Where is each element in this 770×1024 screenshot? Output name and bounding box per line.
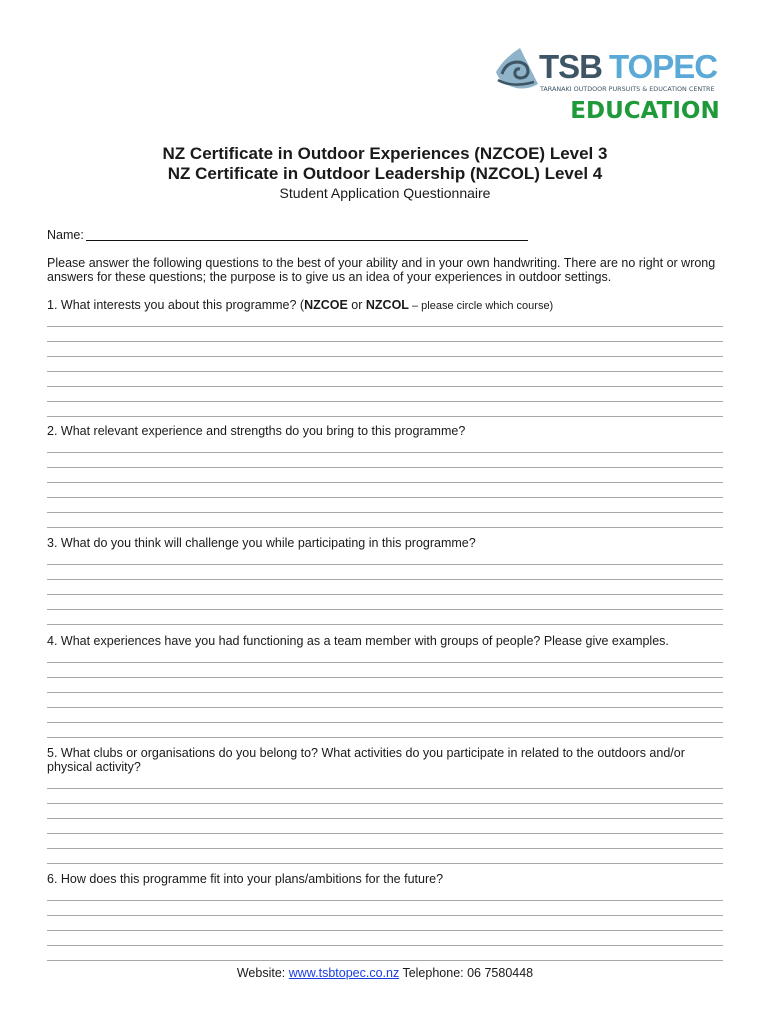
name-field[interactable] — [86, 240, 528, 241]
course-option-nzcoe[interactable]: NZCOE — [304, 298, 348, 312]
brand-light-text: TOPEC — [609, 48, 718, 85]
question-5: 5. What clubs or organisations do you belong to? What activities do you participate in related to the outdoors and/or physical activity? — [47, 746, 685, 774]
question-6: 6. How does this programme fit into your plans/ambitions for the future? — [47, 872, 444, 886]
answer-lines-4[interactable] — [47, 648, 723, 738]
name-label: Name: — [47, 228, 84, 242]
course-option-nzcol[interactable]: NZCOL — [365, 298, 409, 312]
question-1-note: – please circle which course) — [408, 300, 554, 312]
question-3: 3. What do you think will challenge you while participating in this programme? — [47, 536, 476, 550]
website-link[interactable]: www.tsbtopec.co.nz — [288, 966, 400, 980]
telephone-text: Telephone: 06 7580448 — [399, 966, 534, 980]
title-nzcoe: NZ Certificate in Outdoor Experiences (NZCOE) Level 3 — [162, 144, 608, 163]
answer-lines-5[interactable] — [47, 774, 723, 864]
answer-lines-6[interactable] — [47, 886, 723, 961]
tsbtopec-logo — [492, 44, 724, 100]
footer — [0, 966, 770, 980]
wave-emblem-icon — [496, 48, 538, 89]
question-1 — [47, 298, 727, 313]
question-1-text: 1. What interests you about this programme? ( — [47, 298, 305, 312]
answer-lines-2[interactable] — [47, 438, 723, 528]
answer-lines-3[interactable] — [47, 550, 723, 625]
education-label: EDUCATION — [570, 98, 720, 124]
instructions: Please answer the following questions to the best of your ability and in your own handwriting. There are no right or wrong answers for these questions; the purpose is to give us an idea of your experiences in outdoor settings. — [47, 256, 716, 284]
form-subtitle: Student Application Questionnaire — [279, 185, 491, 201]
logo-tagline: TARANAKI OUTDOOR PURSUITS & EDUCATION CENTRE — [540, 85, 715, 93]
brand-dark-text: TSB — [539, 48, 602, 85]
title-nzcol: NZ Certificate in Outdoor Leadership (NZCOL) Level 4 — [167, 164, 603, 183]
question-1-or: or — [347, 298, 366, 312]
answer-lines-1[interactable] — [47, 312, 723, 417]
question-4: 4. What experiences have you had functioning as a team member with groups of people? Please give examples. — [47, 634, 669, 648]
question-2: 2. What relevant experience and strengths do you bring to this programme? — [47, 424, 466, 438]
website-label: Website: — [236, 966, 289, 980]
